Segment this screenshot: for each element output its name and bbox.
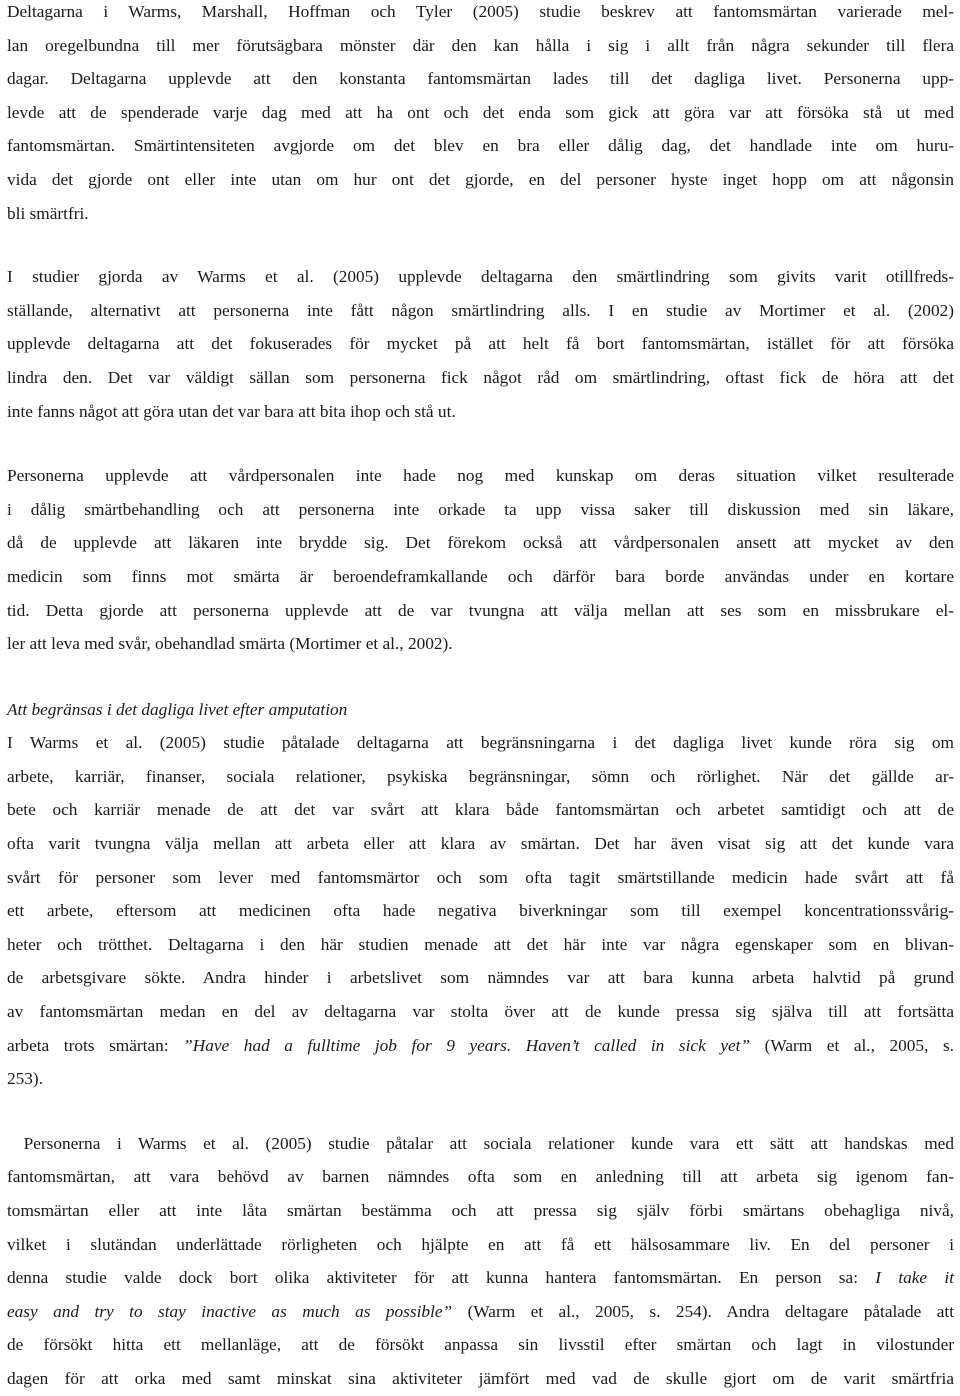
text-line: I Warms et al. (2005) studie påtalade deltagarna att begränsningarna i det dagliga livet kunde röra sig om [7, 733, 954, 753]
paragraph-social-relations [7, 1127, 954, 1396]
section-daily-life-limitations [7, 693, 954, 1096]
text-line: ett arbete, eftersom att medicinen ofta hade negativa biverkningar som till exempel koncentrationssvårig- [7, 901, 954, 921]
text-line: fantomsmärtan. Smärtintensiteten avgjorde om det blev en bra eller dålig dag, det handlade inte om huru- [7, 136, 954, 156]
paragraph-care-staff [7, 459, 954, 661]
text-line: de försökt hitta ett mellanläge, att de försökt anpassa sin livsstil efter smärtan och lagt in vilostunder [7, 1335, 954, 1355]
text-line: Deltagarna i Warms, Marshall, Hoffman och Tyler (2005) studie beskrev att fantomsmärtan varierade mel- [7, 2, 954, 21]
text-line: bli smärtfri. [7, 203, 89, 223]
text-line: vilket i slutändan underlättade rörligheten och hjälpte en att få ett hälsosammare liv. En del personer i [7, 1234, 954, 1254]
text-line: Personerna upplevde att vårdpersonalen inte hade nog med kunskap om deras situation vilket resulterade [7, 466, 954, 486]
text-line: dagar. Deltagarna upplevde att den konstanta fantomsmärtan lades till det dagliga livet. Personerna upp- [7, 69, 954, 89]
text-segment: (Warm et al., 2005, s. [750, 1035, 954, 1055]
paragraph-phantom-pain-variation [7, 0, 954, 230]
text-line: medicin som finns mot smärta är beroendeframkallande och därför bara borde användas under en kortare [7, 566, 954, 586]
text-line: svårt för personer som lever med fantomsmärtor och som ofta tagit smärtstillande medicin hade svårt att få [7, 867, 954, 887]
text-line: inte fanns något att göra utan det var bara att bita ihop och stå ut. [7, 401, 456, 421]
section-heading: Att begränsas i det dagliga livet efter amputation [7, 699, 348, 719]
text-line: då de upplevde att läkaren inte brydde sig. Det förekom också att vårdpersonalen ansett att mycket av den [7, 533, 954, 553]
text-line: av fantomsmärtan medan en del av deltagarna var stolta över att de kunde pressa sig själva till att fortsätta [7, 1002, 954, 1022]
text-segment: denna studie valde dock bort olika aktiviteter för att kunna hantera fantomsmärtan. En person sa: [7, 1268, 876, 1288]
text-line-with-quote [7, 1295, 954, 1329]
text-line: dagen för att orka med samt minskat sina aktiviteter jämfört med vad de skulle gjort om de varit smärtfria [7, 1368, 954, 1388]
text-line: tid. Detta gjorde att personerna upplevde att de var tvungna att välja mellan att ses som en missbrukare el- [7, 600, 954, 620]
paragraph-pain-relief [7, 260, 954, 428]
text-line: 253). [7, 1069, 43, 1089]
text-line: fantomsmärtan, att vara behövd av barnen nämndes ofta som en anledning till att arbeta sig igenom fan- [7, 1167, 954, 1187]
text-segment: (Warm et al., 2005, s. 254). Andra deltagare påtalade att [452, 1301, 954, 1321]
quote-text: I take it [875, 1268, 954, 1288]
text-line: ler att leva med svår, obehandlad smärta (Mortimer et al., 2002). [7, 634, 453, 654]
text-line: I studier gjorda av Warms et al. (2005) upplevde deltagarna den smärtlindring som givits varit otillfreds- [7, 267, 954, 287]
text-line: lan oregelbundna till mer förutsägbara mönster där den kan hålla i sig i allt från några sekunder till flera [7, 35, 954, 55]
text-line: arbete, karriär, finanser, sociala relationer, psykiska begränsningar, sömn och rörlighet. När det gällde ar- [7, 766, 954, 786]
text-line: i dålig smärtbehandling och att personerna inte orkade ta upp vissa saker till diskussion med sin läkare, [7, 499, 954, 519]
text-line: de arbetsgivare sökte. Andra hinder i arbetslivet som nämndes var att bara kunna arbeta halvtid på grund [7, 968, 954, 988]
text-line: lindra den. Det var väldigt sällan som personerna fick något råd om smärtlindring, oftast fick de höra att det [7, 367, 954, 387]
text-line: levde att de spenderade varje dag med att ha ont och det enda som gick att göra var att försöka stå ut med [7, 102, 954, 122]
text-line: ställande, alternativt att personerna inte fått någon smärtlindring alls. I en studie av Mortimer et al. (2002) [7, 300, 954, 320]
text-line: tomsmärtan eller att inte låta smärtan bestämma och att pressa sig själv förbi smärtans obehagliga nivå, [7, 1201, 954, 1220]
text-line: heter och trötthet. Deltagarna i den här studien menade att det här inte var några egenskaper som en blivan- [7, 934, 954, 954]
quote-text: ”Have had a fulltime job for 9 years. Haven’t called in sick yet” [183, 1035, 751, 1055]
text-segment: arbeta trots smärtan: [7, 1035, 184, 1055]
quote-text: easy and try to stay inactive as much as possible” [7, 1301, 453, 1321]
text-line-with-quote [7, 1261, 954, 1295]
text-line: bete och karriär menade de att det var svårt att klara både fantomsmärtan och arbetet samtidigt och att de [7, 800, 954, 820]
text-line: ofta varit tvungna välja mellan att arbeta eller att klara av smärtan. Det har även visat sig att det kunde vara [7, 834, 954, 854]
text-line: Personerna i Warms et al. (2005) studie påtalar att sociala relationer kunde vara ett sätt att handskas med [7, 1133, 954, 1153]
text-line-with-quote [7, 1029, 954, 1063]
text-line: vida det gjorde ont eller inte utan om hur ont det gjorde, en del personer hyste inget hopp om att någonsin [7, 169, 954, 189]
text-line: upplevde deltagarna att det fokuserades för mycket på att helt få bort fantomsmärtan, istället för att försöka [7, 334, 954, 354]
